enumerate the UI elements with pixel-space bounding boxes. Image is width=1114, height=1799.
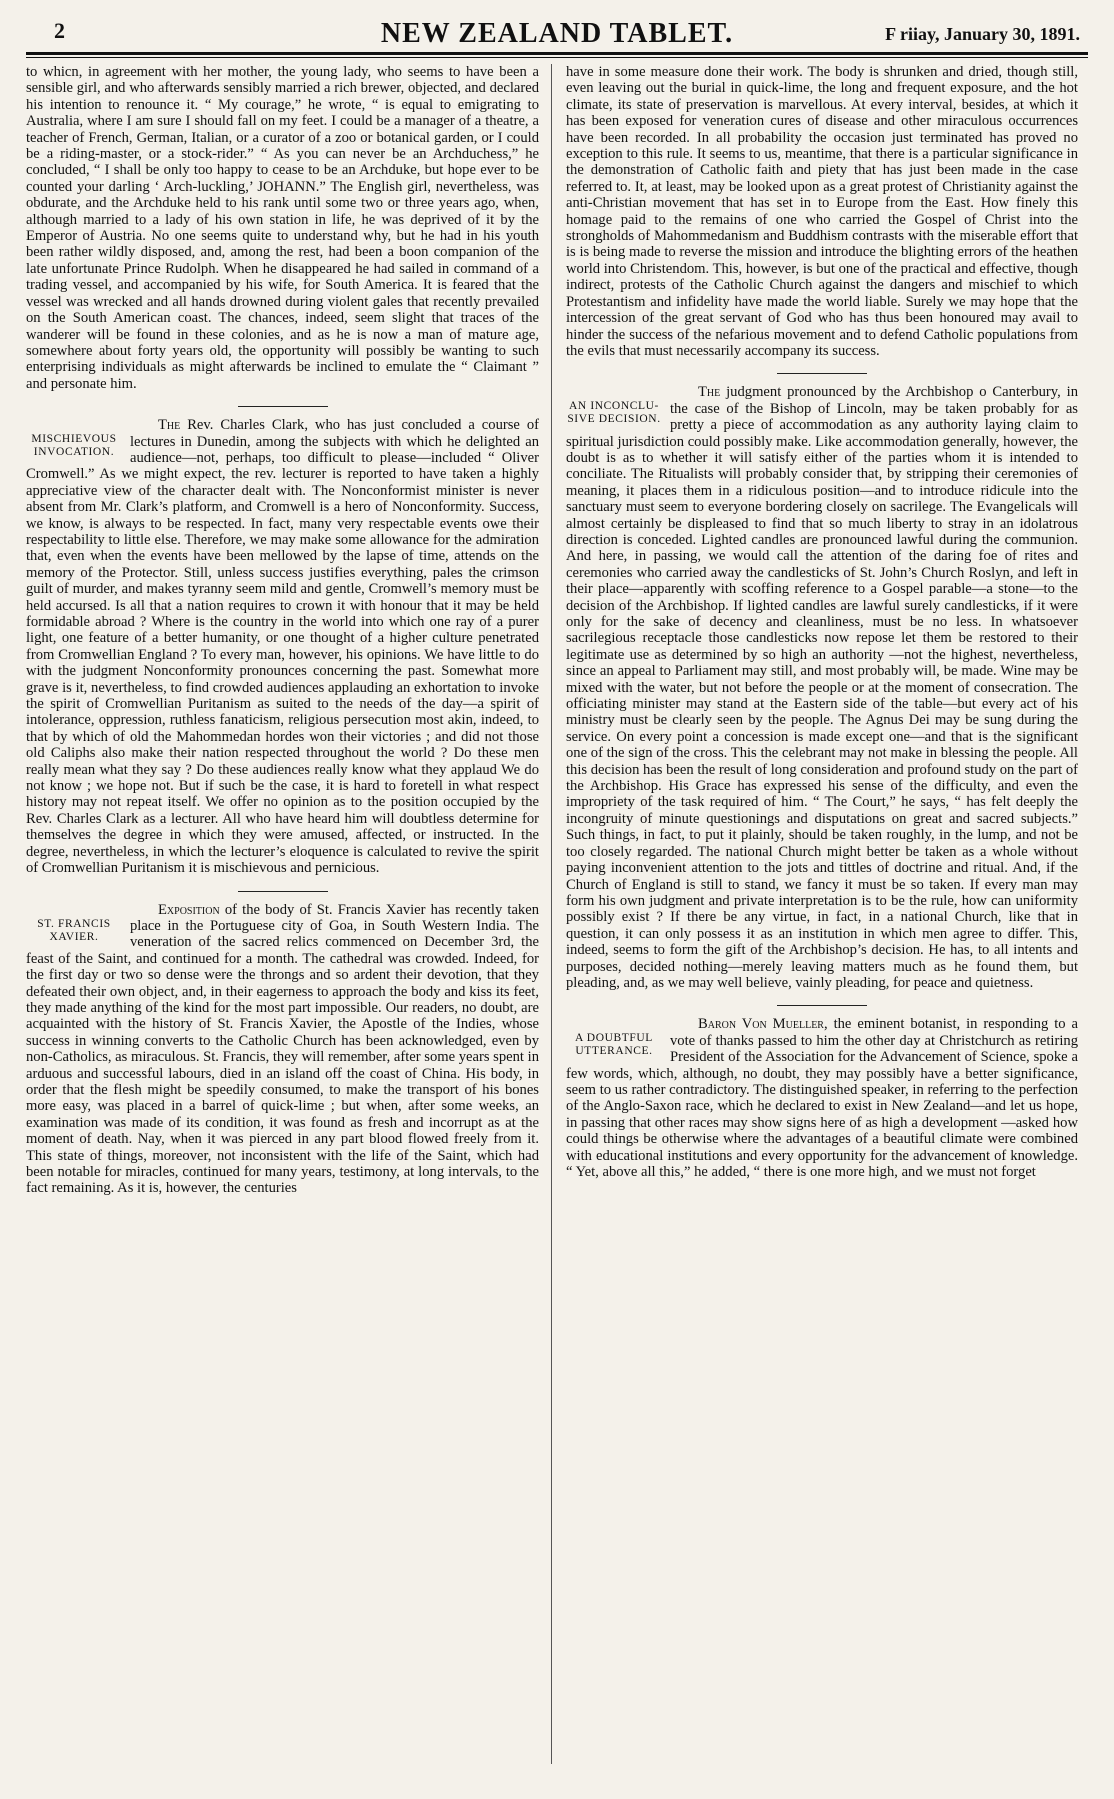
lead-word: The: [158, 417, 181, 434]
article-mischievous-invocation: [26, 417, 539, 876]
page-number: 2: [54, 18, 65, 43]
article-divider: [238, 406, 328, 407]
side-heading: ST. FRANCIS XAVIER.: [37, 917, 111, 943]
right-column: [552, 64, 1078, 1764]
article-inconclusive-decision: [566, 384, 1078, 991]
lead-word: Baron Von Mueller,: [698, 1016, 828, 1033]
continued-article-xavier: have in some measure done their work. The body is shrunken and dried, though still, even leaving out the burial in quick-lime, the long and frequent exposure, and the hot climate, its state of preservation is marvellous. At every interval, besides, at which it has been exposed for veneration cures of disease and other miraculous occurrences have been recorded. In all probability the occasion just terminated has proved no exception to this rule. It seems to us, meantime, that there is a particular significance in the demonstration of Catholic faith and piety that has just been made in the case referred to. It, at least, may be looked upon as a great protest of Christianity against the anti-Christian movement that has set in to Europe from the East. How finely this homage paid to the remains of one who carried the Gospel of Christ into the strongholds of Mahommedanism and Buddhism contrasts with the miserable effort that is is being made to reverse the mission and introduce the blighting errors of the heathen world into Christendom. This, however, is but one of the practical and effective, though indirect, protests of the Catholic Church against the dangers and mischief to which Protestantism and infidelity have made the world liable. Surely we may hope that the intercession of the great servant of God who has thus been honoured may avail to hinder the success of the nefarious movement and to defend Catholic populations from the evils that must necessarily accompany its success.: [566, 64, 1078, 359]
article-body: [26, 417, 539, 876]
article-divider: [777, 1005, 867, 1006]
article-text: Rev. Charles Clark, who has just concluded a course of lectures in Dunedin, among the subjects with which he delighted an audience—not, perhaps, too difficult to please—included “ Oliver Cromwell.” As we might expect, the rev. lecturer is reported to have taken a highly appreciative view of the character dealt with. The Nonconformist minister is never absent from Mr. Clark’s platform, and Cromwell is a hero of Nonconformity. Success, we know, is always to be respected. In fact, many very respectable events owe their respectability to little else. Therefore, we may make some allowance for the admiration that, even when the events have been mellowed by the lapse of time, attends on the memory of the Protector. Still, unless success justifies everything, pales the crimson guilt of murder, and makes tyranny seem mild and gentle, Cromwell’s memory must be held accursed. Is all that a nation requires to crown it with honour that it may be held formidable abroad ? Where is the country in the world into which one ray of a purer light, one feature of a better humanity, or one thought of a higher culture penetrated from Cromwellian England ? To every man, however, his opinions. We have little to do with the judgment Nonconformity pronounces concerning the past. Somewhat more grave is it, nevertheless, to find crowded audiences applauding an exhortation to invoke the spirit of Cromwellian Puritanism as suited to the needs of the day—a spirit of intolerance, oppression, ruthless fanaticism, religious persecution most akin, indeed, to that by which of old the Mahommedan hordes won their victories ; and did not those old Caliphs also make their nation respected throughout the world ? Do these men really mean what they say ? Do these audiences really know what they applaud We do not know ; we hope not. But if such be the case, it is hard to foretell in what respect history may not repeat itself. We offer no opinion as to the position occupied by the Rev. Charles Clark as a lecturer. All who have heard him will doubtless determine for themselves the degree in which they were amused, affected, or instructed. In the degree, nevertheless, in which the lecturer’s eloquence is calculated to revive the spirit of Cromwellian Puritanism it is mischievous and pernicious.: [26, 417, 539, 877]
article-doubtful-utterance: [566, 1016, 1078, 1180]
lead-word: The: [698, 384, 721, 401]
columns: [26, 64, 1088, 1764]
continued-article-johann: to whicn, in agreement with her mother, the young lady, who seems to have been a sensible girl, and who afterwards sensibly married a rich brewer, objected, and declared his intention to renounce it. “ My courage,” he wrote, “ is equal to emigrating to Australia, where I am sure I should fall on my feet. I could be a manager of a theatre, a teacher of French, German, Italian, or a curator of a zoo or botanical garden, or I could be a riding-master, or a stock-rider.” “ As you can never be an Archduchess,” he concluded, “ I shall be only too happy to cease to be an Archduke, but hope ever to be counted your darling ‘ Arch-luckling,’ JOHANN.” The English girl, nevertheless, was obdurate, and the Archduke held to his rank until some two or three years ago, when, although married to a lady of his own station in life, he was deprived of it by the Emperor of Austria. No one seems quite to understand why, but he had in his youth been rather wildly disposed, and, among the rest, had been a boon companion of the late unfortunate Prince Rudolph. When he disappeared he had sailed in command of a trading vessel, and accompanied by his wife, for South America. It is feared that the vessel was wrecked and all hands drowned during violent gales that recently prevailed on the South American coast. The chances, indeed, seem slight that traces of the wanderer will be found in these colonies, and as he is now a man of mature age, somewhere about forty years old, the opportunity will possibly be wanting to such enterprising individuals as might afterwards be inclined to emulate the “ Claimant ” and personate him.: [26, 64, 539, 392]
issue-date: F riiay, January 30, 1891.: [885, 24, 1080, 44]
article-text: of the body of St. Francis Xavier has recently taken place in the Portuguese city of Goa, in South Western India. The veneration of the sacred relics commenced on December 3rd, the feast of the Saint, and continued for a month. The cathedral was crowded. Indeed, for the first day or two so dense were the throngs and so ardent their devotion, that they defeated their own object, and, in their eagerness to approach the body and kiss its feet, they made anything of the kind for the most part impossible. Our readers, no doubt, are acquainted with the history of St. Francis Xavier, the Apostle of the Indies, whose success in winning converts to the Catholic Church has been acknowledged, even by non-Catholics, as miraculous. St. Francis, they will remember, after some years spent in arduous and successful labours, died in an island off the coast of China. His body, in order that the flesh might be speedily consumed, to make the transport of his bones more easy, was placed in a barrel of quick-lime ; but when, after some weeks, an examination was made of its condition, it was found as fresh and incorrupt as at the moment of death. Nay, when it was pierced in any part blood flowed freely from it. This state of things, moreover, not inconsistent with the life of the Saint, which had been notable for miracles, continued for many years, testimony, at long intervals, to the fact remaining. As it is, however, the centuries: [26, 901, 539, 1197]
article-divider: [238, 891, 328, 892]
side-heading: MISCHIEVOUS INVOCATION.: [31, 433, 117, 459]
article-text: judgment pronounced by the Archbishop o Canterbury, in the case of the Bishop of Lincoln, may be taken probably for as pretty a piece of accommodation as any authority laying claim to spiritual jurisdiction could possibly make. Like accommodation generally, however, the doubt is as to whether it will satisfy either of the parties whom it is intended to conciliate. The Ritualists will probably consider that, by stripping their ceremonies of meaning, it places them in a ridiculous position—and to introduce ridicule into the sanctuary must seem to everyone bordering closely on sacrilege. The Evangelicals will almost certainly be displeased to find that so much liberty to stray in an idolatrous direction is conceded. Lighted candles are pronounced lawful during the communion. And here, in passing, we would call the attention of the daring foe of rites and ceremonies who carried away the candlesticks of St. John’s Church Roslyn, and left in their place—apparently with scoffing reference to a Gospel parable—a stone—to the decision of the Archbishop. If lighted candles are lawful surely candlesticks, if it were only for the sake of decency and cleanliness, must be no less. In whatsoever sacrilegious receptacle those candlesticks now repose let them be restored to their legitimate use as determined by so high an authority —not the highest, nevertheless, since an appeal to Parliament may still, and most probably will, be made. Wine may be mixed with the water, but not before the people or at the moment of consecration. The officiating minister may stand at the Eastern side of the table—but every act of his ministry must be clearly seen by the people. The Agnus Dei may be sung during the service. On every point a concession is made except one—and that is the significant one of the sign of the cross. This the celebrant may not make in blessing the people. All this decision has been the result of long consideration and profound study on the part of the Archbishop. His Grace has expressed his sense of the difficulty, and even the impropriety of the task required of him. “ The Court,” he says, “ has felt deeply the incongruity of minute questionings and disputations on great and sacred subjects.” Such things, in fact, to put it plainly, should be taken roughly, in the lump, and not be too closely regarded. The national Church might better be taken as a whole without paying inconvenient attention to the jots and tittles of doctrine and ritual. And, if the Church of England is still to stand, we fancy it must be so taken. If every man may form his own judgment and private interpretation is to be the rule, how can uniformity possibly exist ? If there be any virtue, in fact, in a national Church, like that in question, it can only possess it as an institution in which men agree to differ. This, indeed, seems to form the gift of the Archbishop’s decision. He has, to all intents and purposes, decided nothing—merely leaving matters much as he found them, but pleading, and, as we may well believe, vainly pleading, for peace and quietness.: [566, 384, 1078, 991]
article-body: [566, 384, 1078, 991]
article-st-francis-xavier: [26, 902, 539, 1197]
left-column: [26, 64, 552, 1764]
newspaper-title: NEW ZEALAND TABLET.: [380, 18, 734, 49]
article-divider: [777, 373, 867, 374]
masthead: [26, 16, 1088, 52]
article-body: [26, 902, 539, 1197]
article-text: the eminent botanist, in responding to a vote of thanks passed to him the other day at Christchurch as retiring President of the Association for the Advancement of Science, spoke a few words, which, although, no doubt, they may possibly have a better significance, seem to us rather contradictory. The distinguished speaker, in referring to the perfection of the Anglo-Saxon race, which he declared to exist in New Zealand—and let us hope, in passing that other races may show signs here of as high a development —asked how could things be otherwise where the advantages of a beautiful climate were combined with educational institutions and every opportunity for the advancement of knowledge. “ Yet, above all this,” he added, “ there is one more high, and we must not forget: [566, 1016, 1078, 1180]
masthead-rule: [26, 52, 1088, 58]
side-heading: A DOUBTFUL UTTERANCE.: [575, 1032, 653, 1058]
lead-word: Exposition: [158, 901, 220, 918]
side-heading: AN INCONCLU- SIVE DECISION.: [567, 400, 661, 426]
